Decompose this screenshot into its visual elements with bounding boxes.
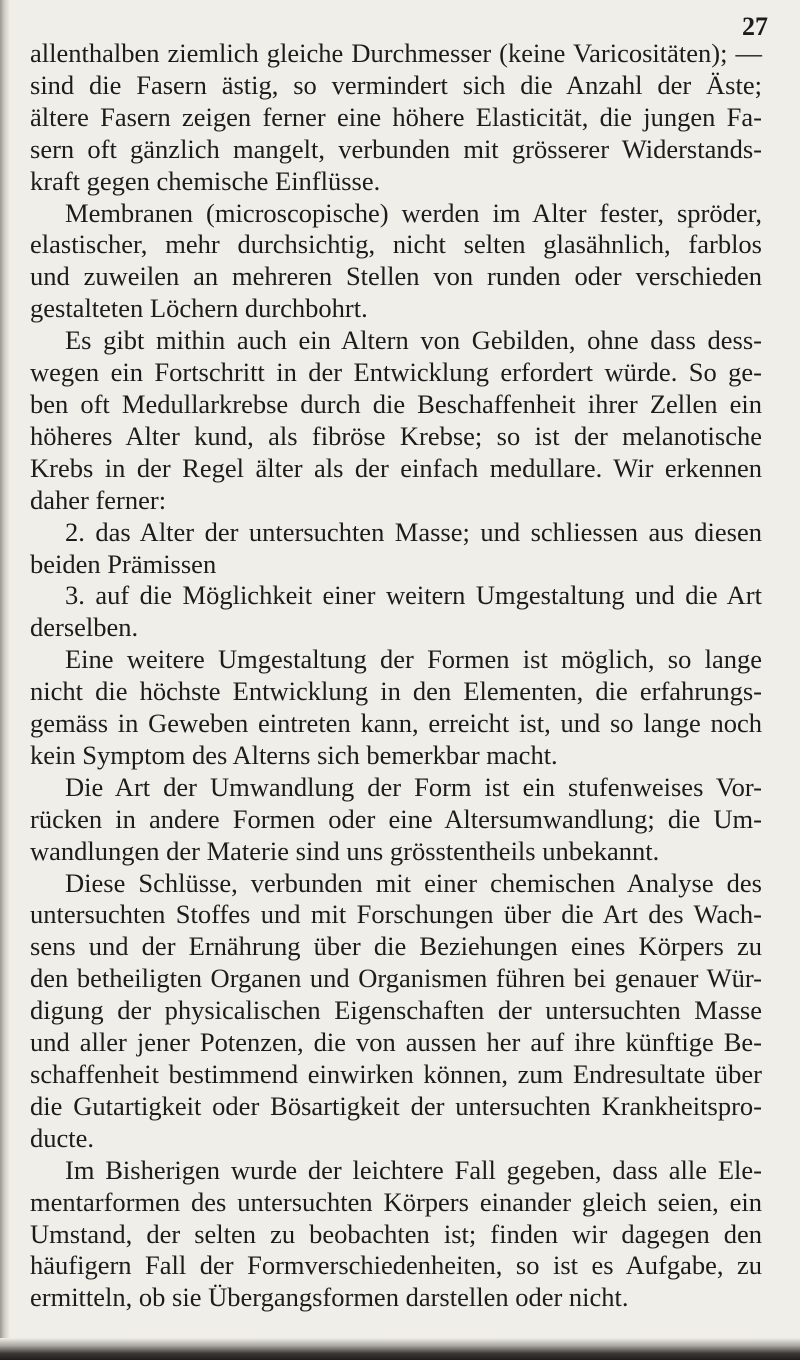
text-line: Im Bisherigen wurde der leichtere Fall gegeben, dass alle Ele-	[65, 1154, 762, 1185]
text-line: daher ferner:	[30, 484, 167, 515]
paragraph	[30, 325, 762, 516]
text-line: wegen ein Fortschritt in der Entwicklung erfordert würde. So ge-	[30, 357, 762, 388]
text-line: Die Art der Umwandlung der Form ist ein stufenweises Vor-	[65, 771, 762, 802]
text-line: derselben.	[30, 612, 139, 643]
text-line: ältere Fasern zeigen ferner eine höhere Elasticität, die jungen Fa-	[30, 101, 762, 132]
text-line: kein Symptom des Alterns sich bemerkbar macht.	[30, 739, 558, 770]
text-line: gestalteten Löchern durchbohrt.	[30, 293, 368, 324]
text-line: elastischer, mehr durchsichtig, nicht selten glasähnlich, farblos	[30, 229, 762, 260]
paragraph	[30, 580, 762, 644]
body-text	[30, 38, 762, 1314]
text-line: die Gutartigkeit oder Bösartigkeit der untersuchten Krankheitspro-	[30, 1090, 762, 1121]
text-line: ermitteln, ob sie Übergangsformen darstellen oder nicht.	[30, 1282, 629, 1313]
text-line: Diese Schlüsse, verbunden mit einer chemischen Analyse des	[65, 867, 762, 898]
text-line: sern oft gänzlich mangelt, verbunden mit grösserer Widerstands-	[30, 133, 762, 164]
paragraph	[30, 38, 762, 198]
text-line: und zuweilen an mehreren Stellen von runden oder verschieden	[30, 261, 762, 292]
text-line: rücken in andere Formen oder eine Altersumwandlung; die Um-	[30, 803, 762, 834]
text-line: 3. auf die Möglichkeit einer weitern Umgestaltung und die Art	[65, 580, 762, 611]
text-line: sens und der Ernährung über die Beziehungen eines Körpers zu	[30, 931, 762, 962]
page-binding-shadow	[0, 0, 10, 1340]
text-line: Umstand, der selten zu beobachten ist; finden wir dagegen den	[30, 1218, 762, 1249]
paragraph	[30, 644, 762, 772]
text-line: Es gibt mithin auch ein Altern von Gebilden, ohne dass dess-	[65, 325, 762, 356]
text-line: 2. das Alter der untersuchten Masse; und schliessen aus diesen	[65, 516, 762, 547]
text-line: ben oft Medullarkrebse durch die Beschaffenheit ihrer Zellen ein	[30, 388, 762, 419]
paragraph	[30, 1155, 762, 1315]
text-line: den betheiligten Organen und Organismen führen bei genauer Wür-	[30, 963, 762, 994]
text-line: Eine weitere Umgestaltung der Formen ist möglich, so lange	[65, 644, 762, 675]
text-line: wandlungen der Materie sind uns grösstentheils unbekannt.	[30, 835, 660, 866]
text-line: kraft gegen chemische Einflüsse.	[30, 165, 381, 196]
paragraph	[30, 517, 762, 581]
text-line: mentarformen des untersuchten Körpers einander gleich seien, ein	[30, 1186, 762, 1217]
text-line: allenthalben ziemlich gleiche Durchmesser (keine Varicositäten); —	[30, 38, 762, 68]
text-line: digung der physicalischen Eigenschaften der untersuchten Masse	[30, 995, 762, 1026]
text-line: nicht die höchste Entwicklung in den Elementen, die erfahrungs-	[30, 676, 762, 707]
text-line: Membranen (microscopische) werden im Alter fester, spröder,	[65, 197, 762, 228]
text-line: untersuchten Stoffes und mit Forschungen über die Art des Wach-	[30, 899, 762, 930]
text-line: Krebs in der Regel älter als der einfach medullare. Wir erkennen	[30, 452, 762, 483]
text-line: ducte.	[30, 1122, 95, 1153]
text-line: schaffenheit bestimmend einwirken können, zum Endresultate über	[30, 1059, 762, 1089]
paragraph	[30, 868, 762, 1155]
paragraph	[30, 772, 762, 868]
text-line: sind die Fasern ästig, so vermindert sich die Anzahl der Äste;	[30, 69, 762, 100]
text-line: und aller jener Potenzen, die von aussen her auf ihre künftige Be-	[30, 1027, 762, 1058]
page-number: 27	[742, 12, 768, 41]
text-line: beiden Prämissen	[30, 548, 217, 579]
text-line: höheres Alter kund, als fibröse Krebse; so ist der melanotische	[30, 420, 762, 451]
text-line: gemäss in Geweben eintreten kann, erreicht ist, und so lange noch	[30, 708, 762, 739]
paragraph	[30, 198, 762, 326]
page-bottom-edge	[0, 1338, 800, 1360]
text-line: häufigern Fall der Formverschiedenheiten, so ist es Aufgabe, zu	[30, 1250, 762, 1281]
